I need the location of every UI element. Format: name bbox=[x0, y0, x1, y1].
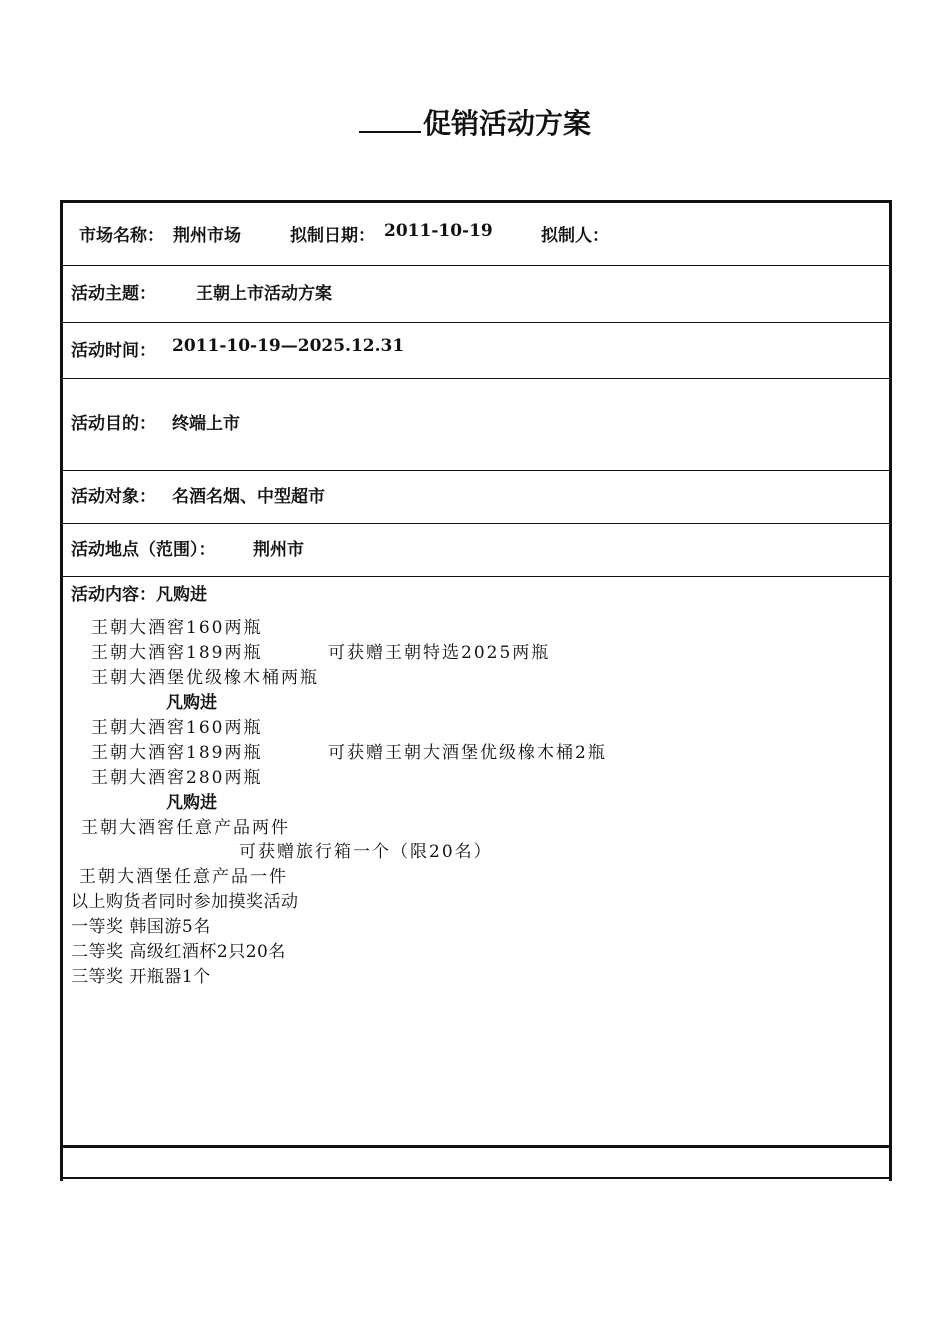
theme-label: 活动主题： bbox=[71, 284, 156, 304]
content-line: 一等奖 韩国游5名 bbox=[71, 917, 211, 937]
time-row bbox=[63, 323, 889, 379]
content-line: 王朝大酒窖189两瓶 bbox=[91, 743, 263, 763]
theme-row bbox=[63, 266, 889, 323]
target-label: 活动对象： bbox=[71, 487, 156, 507]
content-line: 三等奖 开瓶器1个 bbox=[71, 967, 211, 987]
content-line: 王朝大酒窖280两瓶 bbox=[91, 768, 263, 788]
content-line: 凡购进 bbox=[166, 693, 217, 713]
content-line: 王朝大酒堡任意产品一件 bbox=[79, 867, 288, 887]
content-line: 二等奖 高级红酒杯2只20名 bbox=[71, 942, 286, 962]
time-label: 活动时间： bbox=[71, 341, 156, 361]
content-line: 王朝大酒窖189两瓶 bbox=[91, 643, 263, 663]
content-line: 凡购进 bbox=[156, 585, 207, 605]
target-value: 名酒名烟、中型超市 bbox=[172, 487, 325, 507]
purpose-label: 活动目的： bbox=[71, 414, 156, 434]
content-line: 凡购进 bbox=[166, 793, 217, 813]
content-line: 以上购货者同时参加摸奖活动 bbox=[71, 892, 299, 912]
plan-form bbox=[60, 200, 892, 1181]
content-line: 可获赠旅行箱一个（限20名） bbox=[239, 842, 493, 862]
theme-value: 王朝上市活动方案 bbox=[196, 284, 332, 304]
location-value: 荆州市 bbox=[253, 540, 304, 560]
market-label: 市场名称： bbox=[79, 226, 164, 246]
time-value: 2011-10-19—2025.12.31 bbox=[172, 336, 405, 356]
content-line: 王朝大酒窖任意产品两件 bbox=[81, 818, 290, 838]
content-line: 王朝大酒窖160两瓶 bbox=[91, 718, 263, 738]
location-label: 活动地点（范围）： bbox=[71, 540, 216, 560]
page-title bbox=[0, 104, 950, 144]
form-bottom-border bbox=[60, 1177, 892, 1179]
target-row bbox=[63, 471, 889, 524]
title-text: 促销活动方案 bbox=[422, 107, 591, 140]
content-line: 可获赠王朝大酒堡优级橡木桶2瓶 bbox=[328, 743, 607, 763]
content-line: 王朝大酒窖160两瓶 bbox=[91, 618, 263, 638]
location-row bbox=[63, 524, 889, 577]
content-row bbox=[63, 577, 889, 1148]
content-line: 王朝大酒堡优级橡木桶两瓶 bbox=[91, 668, 319, 688]
content-line: 可获赠王朝特选2025两瓶 bbox=[328, 643, 551, 663]
date-label: 拟制日期： bbox=[290, 226, 375, 246]
date-value: 2011-10-19 bbox=[384, 221, 493, 241]
title-blank-line bbox=[359, 107, 421, 133]
header-row bbox=[63, 203, 889, 266]
content-label: 活动内容： bbox=[71, 585, 156, 605]
purpose-row bbox=[63, 379, 889, 471]
author-label: 拟制人： bbox=[541, 226, 609, 246]
purpose-value: 终端上市 bbox=[172, 414, 240, 434]
market-value: 荆州市场 bbox=[173, 226, 241, 246]
